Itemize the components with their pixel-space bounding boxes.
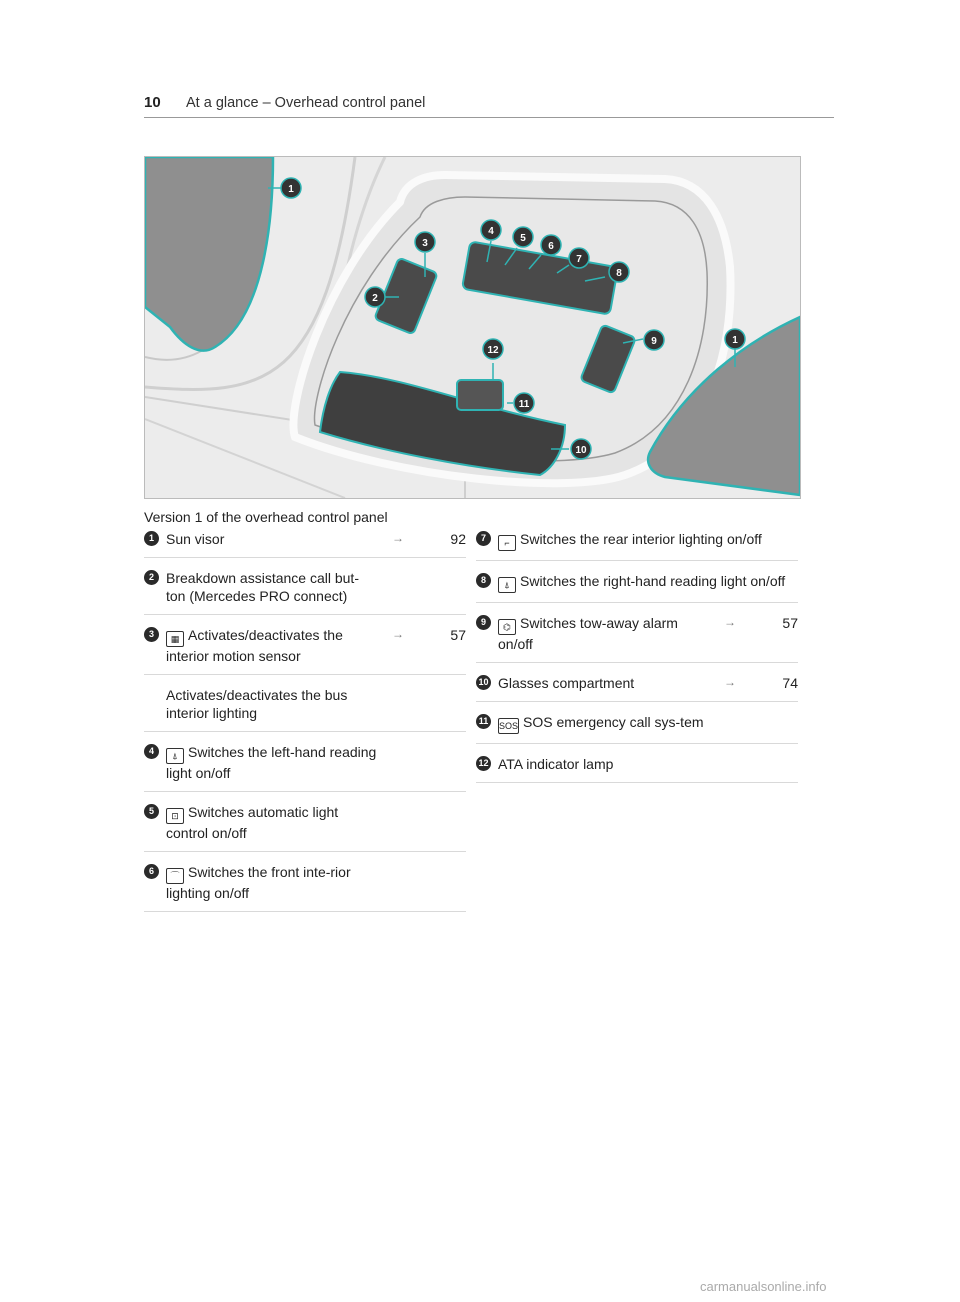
motion-sensor-icon: ▦ — [166, 631, 184, 647]
item-text: ATA indicator lamp — [498, 756, 614, 772]
legend-item — [144, 567, 466, 615]
overhead-panel-figure — [144, 156, 801, 499]
svg-text:1: 1 — [288, 184, 294, 195]
legend-right-column — [476, 528, 798, 792]
marker-5 — [513, 227, 533, 247]
svg-text:7: 7 — [576, 254, 582, 265]
legend-item — [144, 741, 466, 792]
svg-text:10: 10 — [575, 445, 587, 456]
item-text: Switches automatic light control on/off — [166, 804, 339, 841]
item-number: 12 — [476, 756, 491, 771]
svg-text:6: 6 — [548, 241, 554, 252]
svg-text:12: 12 — [487, 345, 499, 356]
legend-item — [476, 711, 798, 744]
legend-item — [476, 672, 798, 702]
svg-text:5: 5 — [520, 233, 526, 244]
marker-3 — [415, 232, 435, 252]
marker-1-left — [281, 178, 301, 198]
legend-item — [144, 684, 466, 732]
marker-12 — [483, 339, 503, 359]
footer-watermark: carmanualsonline.info — [700, 1279, 827, 1294]
item-number: 9 — [476, 615, 491, 630]
rear-light-icon: ⌐ — [498, 535, 516, 551]
page-reference[interactable]: 92 — [450, 531, 466, 547]
item-text: Activates/deactivates the interior motion sensor — [166, 627, 343, 664]
item-number: 3 — [144, 627, 159, 642]
page-reference[interactable]: 57 — [450, 627, 466, 643]
item-text: Switches the left-hand reading light on/off — [166, 744, 377, 781]
item-text: Activates/deactivates the bus interior lighting — [166, 687, 348, 721]
legend-item — [476, 612, 798, 663]
svg-text:4: 4 — [488, 226, 494, 237]
item-text: Switches the front inte-rior lighting on/off — [166, 864, 351, 901]
page-header — [144, 94, 834, 118]
reading-light-icon: ⍋ — [498, 577, 516, 593]
item-number: 8 — [476, 573, 491, 588]
marker-11 — [514, 393, 534, 413]
svg-text:9: 9 — [651, 336, 657, 347]
legend-item — [476, 528, 798, 561]
arrow-icon: → — [724, 675, 736, 689]
front-light-icon: ⌒ — [166, 868, 184, 884]
item-text: Switches the right-hand reading light on/off — [520, 573, 786, 589]
marker-4 — [481, 220, 501, 240]
header-divider — [144, 117, 834, 118]
legend-item — [476, 570, 798, 603]
item-text: Switches the rear interior lighting on/off — [520, 531, 762, 547]
legend-item — [476, 753, 798, 783]
legend-item — [144, 528, 466, 558]
item-text: SOS emergency call sys-tem — [523, 714, 704, 730]
overhead-panel-illustration — [145, 157, 800, 498]
auto-light-icon: ⊡ — [166, 808, 184, 824]
page-reference[interactable]: 74 — [782, 675, 798, 691]
marker-8 — [609, 262, 629, 282]
item-number: 11 — [476, 714, 491, 729]
page-number: 10 — [144, 94, 161, 111]
item-text: Glasses compartment — [498, 675, 635, 691]
figure-caption: Version 1 of the overhead control panel — [144, 509, 388, 525]
legend-item — [144, 801, 466, 852]
item-number: 5 — [144, 804, 159, 819]
item-text: Sun visor — [166, 531, 225, 547]
marker-10 — [571, 439, 591, 459]
svg-text:2: 2 — [372, 293, 378, 304]
tow-away-alarm-icon: ⌬ — [498, 619, 516, 635]
marker-7 — [569, 248, 589, 268]
legend-item — [144, 624, 466, 675]
svg-text:1: 1 — [732, 335, 738, 346]
item-number: 6 — [144, 864, 159, 879]
legend-item — [144, 861, 466, 912]
page-title: At a glance – Overhead control panel — [186, 95, 426, 111]
marker-1-right — [725, 329, 745, 349]
item-number: 2 — [144, 570, 159, 585]
item-text: Switches tow-away alarm on/off — [498, 615, 678, 652]
arrow-icon: → — [392, 627, 404, 641]
svg-text:3: 3 — [422, 238, 428, 249]
item-number: 4 — [144, 744, 159, 759]
svg-text:11: 11 — [518, 399, 530, 410]
arrow-icon: → — [724, 615, 736, 629]
svg-text:8: 8 — [616, 268, 622, 279]
item-text: Breakdown assistance call but-ton (Mercedes PRO connect) — [166, 570, 359, 604]
marker-9 — [644, 330, 664, 350]
item-number: 1 — [144, 531, 159, 546]
page-reference[interactable]: 57 — [782, 615, 798, 631]
item-number: 10 — [476, 675, 491, 690]
arrow-icon: → — [392, 531, 404, 545]
reading-light-icon: ⍋ — [166, 748, 184, 764]
legend-left-column — [144, 528, 466, 921]
item-number: 7 — [476, 531, 491, 546]
marker-2 — [365, 287, 385, 307]
sos-icon: SOS — [498, 718, 519, 734]
marker-6 — [541, 235, 561, 255]
